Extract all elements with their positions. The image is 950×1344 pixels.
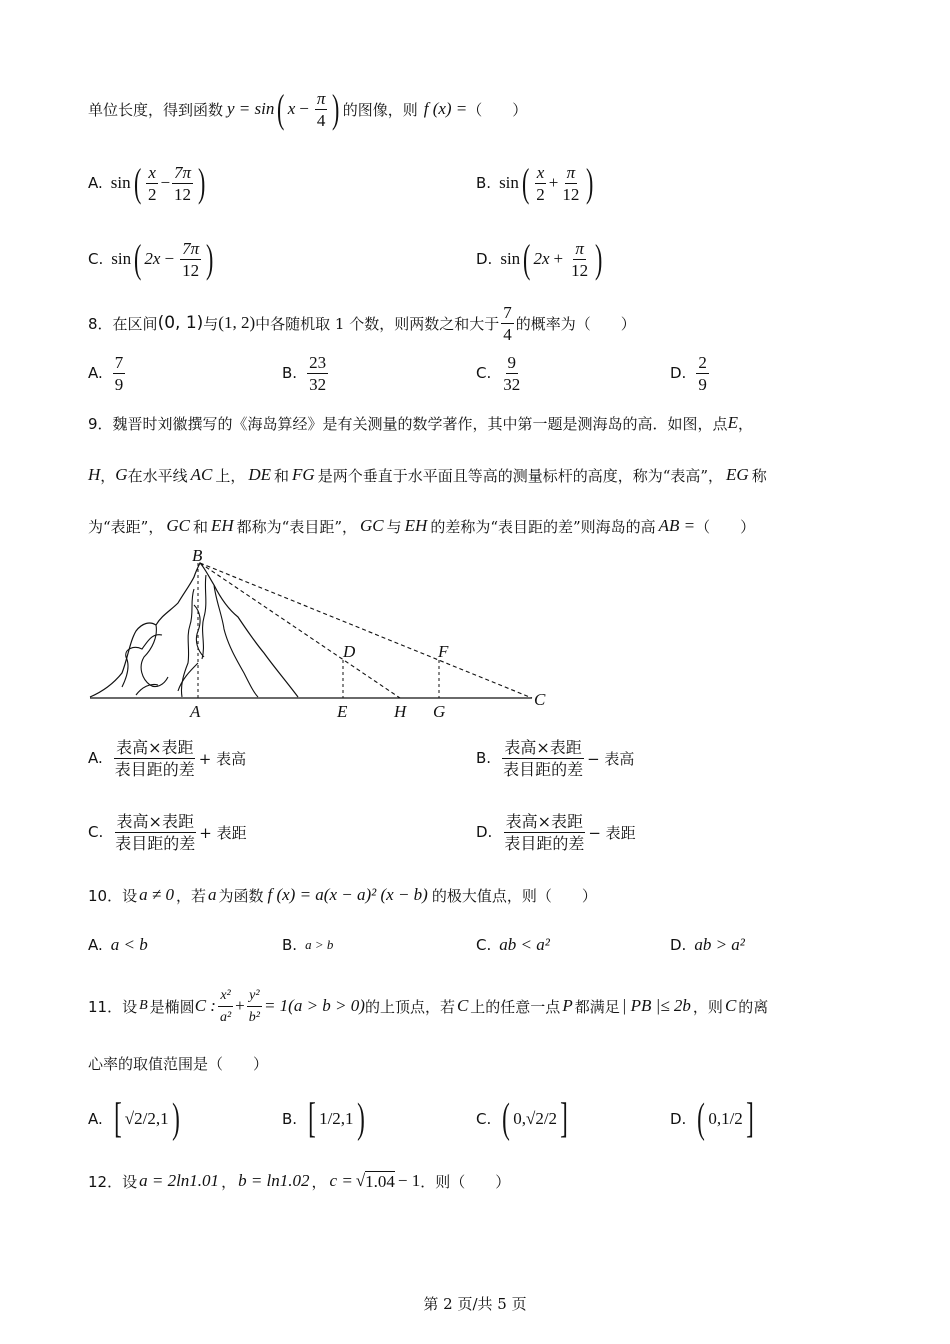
q10-number: 10． <box>88 886 123 905</box>
q9-stem-line1: 9． 魏晋时刘徽撰写的《海岛算经》是有关测量的数学著作，其中第一题是测海岛的高．如图，点 E ， <box>88 413 753 433</box>
label-A: A <box>190 702 201 720</box>
sight-line-BC <box>200 563 532 698</box>
q7-option-b[interactable]: B. sin ( $\frac{x}{2}$ + $\frac{\pi}{12}$ ) <box>476 160 594 205</box>
q11-option-d[interactable]: D. ( 0 , 1/2 ] <box>670 1096 754 1142</box>
q9-option-a[interactable]: A. $\frac{\text{表高×表距}}{\text{表目距的差}}$ + 表高 <box>88 737 247 779</box>
q10-option-b[interactable]: B. a > b <box>282 936 334 954</box>
page-footer: 第 2 页/共 5 页 <box>423 1295 527 1313</box>
q8-option-c[interactable]: C. $\frac{9}{32}$ <box>476 352 521 394</box>
q10-option-d[interactable]: D. ab > a² <box>670 935 745 954</box>
q12-number: 12． <box>88 1172 123 1191</box>
q12-stem: 12． 设 a = 2ln1.01 ， b = ln1.02 ， c = √ 1.04 − 1 ．则（ ） <box>88 1171 511 1191</box>
label-H: H <box>394 702 407 720</box>
q11-stem-line1: 11． 设 B 是椭圆 C : $\frac{\text{x²}}{\text{a²}}$ + $\frac{\text{y²}}{\text{b²}}$ = 1(a > b > 0) 的上顶点，若 C 上的任意一点 P 都满足 | PB |≤ 2b ，则 C 的离 <box>88 982 768 1030</box>
q10-option-c[interactable]: C. ab < a² <box>476 935 550 954</box>
label-E: E <box>337 702 348 720</box>
q11-stem-line2: 心率的取值范围是（ ） <box>88 1054 269 1073</box>
q9-stem-line2: H ， G 在水平线 AC 上， DE 和 FG 是两个垂直于水平面且等高的测量标杆的高度，称为“表高”， EG 称 <box>88 465 767 485</box>
island-survey-figure <box>86 545 556 720</box>
q9-option-b[interactable]: B. $\frac{\text{表高×表距}}{\text{表目距的差}}$ − 表高 <box>476 737 635 779</box>
q11-option-c[interactable]: C. ( 0 , √2/2 ] <box>476 1096 568 1142</box>
label-C: C <box>534 690 546 709</box>
q8-number: 8． <box>88 314 113 333</box>
q7-function: y = sin <box>227 99 275 118</box>
label-G: G <box>433 702 446 720</box>
sight-line-BH <box>200 563 400 698</box>
q8-option-b[interactable]: B. $\frac{23}{32}$ <box>282 352 327 394</box>
q7-stem: 单位长度，得到函数 y = sin ( x − $\frac{\pi}{4}$ ) 的图像，则 f (x) = （ ） <box>88 86 528 131</box>
island-outline <box>90 563 298 697</box>
q11-option-b[interactable]: B. [ 1/2 , 1 ) <box>282 1096 365 1142</box>
q7-pi-over-4: $\frac{\pi}{4}$ <box>316 88 326 130</box>
sqrt-symbol: √ <box>355 1171 366 1190</box>
label-F: F <box>438 642 449 661</box>
q9-option-d[interactable]: D. $\frac{\text{表高×表距}}{\text{表目距的差}}$ − 表距 <box>476 811 636 853</box>
q9-stem-line3: 为“表距”， GC 和 EH 都称为“表目距”， GC 与 EH 的差称为“表目距的差”则海岛的高 AB = （ ） <box>88 516 756 536</box>
q10-option-a[interactable]: A. a < b <box>88 935 148 954</box>
q7-text: 单位长度，得到函数 <box>88 100 224 119</box>
q8-option-a[interactable]: A. $\frac{7}{9}$ <box>88 352 124 394</box>
q9-option-c[interactable]: C. $\frac{\text{表高×表距}}{\text{表目距的差}}$ + 表距 <box>88 811 247 853</box>
q10-stem: 10． 设 a ≠ 0 ，若 a 为函数 f (x) = a(x − a)² (x − b) 的极大值点，则（ ） <box>88 885 597 905</box>
q8-option-d[interactable]: D. $\frac{2}{9}$ <box>670 352 707 394</box>
q9-number: 9． <box>88 414 113 433</box>
q7-option-d[interactable]: D. sin ( 2x + $\frac{\pi}{12}$ ) <box>476 236 603 281</box>
q11-number: 11． <box>88 997 123 1016</box>
q8-stem: 8． 在区间 (0, 1) 与 (1, 2) 中各随机取 1 个数，则两数之和大于 $\frac{7}{4}$ 的概率为（ ） <box>88 302 636 344</box>
label-D: D <box>343 642 356 661</box>
q7-option-c[interactable]: C. sin ( 2x − $\frac{7\pi}{12}$ ) <box>88 236 214 281</box>
q11-option-a[interactable]: A. [ √2/2 , 1 ) <box>88 1096 180 1142</box>
q7-option-a[interactable]: A. sin ( $\frac{x}{2}$ − $\frac{7\pi}{12}$ ) <box>88 160 206 205</box>
label-B: B <box>192 546 203 565</box>
